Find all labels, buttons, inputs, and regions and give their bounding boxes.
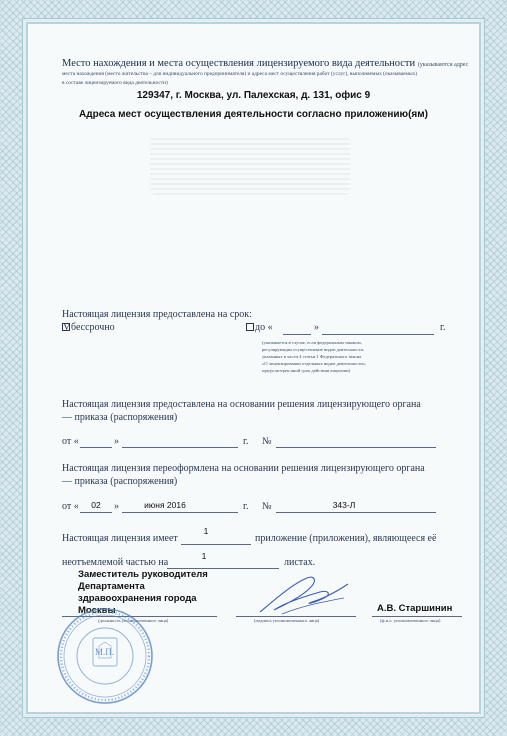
signer-position-line: здравоохранения города [78, 593, 197, 604]
appendix-sheets: 1 [201, 551, 207, 561]
unlimited-label: бессрочно [71, 322, 115, 333]
basis-year-suffix: г. [243, 436, 249, 447]
appendix-count: 1 [203, 526, 209, 536]
appendix-line-1-end: приложение (приложения), являющееся её [255, 533, 437, 544]
basis-number-line [276, 447, 436, 448]
reissue-day: 02 [91, 500, 101, 510]
signature-scribble [252, 572, 352, 618]
term-note-line: (указывается в случае, если федеральным законом, [262, 340, 362, 345]
reissue-line-1: Настоящая лицензия переоформлена на основании решения лицензирующего органа [62, 463, 425, 474]
header-main-text: Место нахождения и места осуществления лицензируемого вида деятельности [62, 58, 416, 69]
signer-name: А.В. Старшинин [377, 603, 453, 614]
reissue-order-number: 343-Л [332, 500, 356, 510]
reissue-month-year: июня 2016 [144, 500, 186, 510]
term-note-line: указанных в части 4 статьи 1 Федерального закона [262, 354, 362, 359]
appendix-count-line [181, 544, 251, 545]
term-until [246, 322, 273, 333]
header-line-3: в составе лицензируемого вида деятельности) [62, 80, 168, 86]
header-line-2: места нахождения (место жительства – для индивидуального предпринимателя) и адреса мест осуществления работ (услуг), выполняемых (оказываемых) [62, 71, 418, 77]
appendix-line-2-end: листах. [284, 557, 316, 568]
organization-address: 129347, г. Москва, ул. Палехская, д. 131, офис 9 [136, 90, 371, 101]
signer-position-line: Департамента [78, 581, 145, 592]
unlimited-check-mark: V [63, 322, 71, 333]
term-note-line: регулирующим осуществление видов деятельности, [262, 347, 365, 352]
reissue-from-label: от « [62, 501, 79, 512]
term-label: Настоящая лицензия предоставлена на срок: [62, 309, 252, 320]
addresses-note: Адреса мест осуществления деятельности согласно приложению(ям) [79, 109, 428, 120]
until-year-suffix: г. [440, 322, 446, 333]
appendix-line-2-start: неотъемлемой частью на [62, 557, 169, 568]
basis-line-2: — приказа (распоряжения) [62, 412, 178, 423]
position-caption: (должность уполномоченного лица) [98, 618, 169, 623]
basis-line-1: Настоящая лицензия предоставлена на основании решения лицензирующего органа [62, 399, 421, 410]
basis-day-line [80, 447, 112, 448]
term-note [262, 339, 366, 374]
term-note-line: предусмотрен иной срок действия лицензии) [262, 368, 351, 373]
header-note-1: (указываются адрес [417, 62, 469, 68]
stamp-mp-label: М.П. [95, 647, 115, 657]
until-day-line [283, 334, 311, 335]
signer-position-line: Заместитель руководителя [78, 569, 208, 580]
basis-month-line [122, 447, 238, 448]
reissue-day-line [80, 512, 112, 513]
reissue-line-2: — приказа (распоряжения) [62, 476, 178, 487]
until-quote: » [314, 322, 319, 333]
reissue-quote: » [114, 501, 119, 512]
signature-caption: (подпись уполномоченного лица) [254, 618, 320, 623]
until-label: до « [255, 322, 273, 333]
basis-quote: » [114, 436, 119, 447]
until-checkbox [246, 323, 254, 331]
appendix-line-1-start: Настоящая лицензия имеет [62, 533, 178, 544]
header-line-1 [62, 58, 468, 70]
term-unlimited [62, 322, 115, 333]
reissue-month-line [122, 512, 238, 513]
signer-position-line: Москвы [78, 605, 116, 616]
name-caption: (ф.и.о. уполномоченного лица) [380, 618, 441, 623]
background-watermark [150, 135, 350, 195]
basis-number-sign: № [262, 436, 272, 447]
reissue-number-line [276, 512, 436, 513]
term-note-line: «О лицензировании отдельных видов деятельности», [262, 361, 367, 366]
until-month-line [322, 334, 434, 335]
basis-from-label: от « [62, 436, 79, 447]
reissue-year-suffix: г. [243, 501, 249, 512]
reissue-number-sign: № [262, 501, 272, 512]
